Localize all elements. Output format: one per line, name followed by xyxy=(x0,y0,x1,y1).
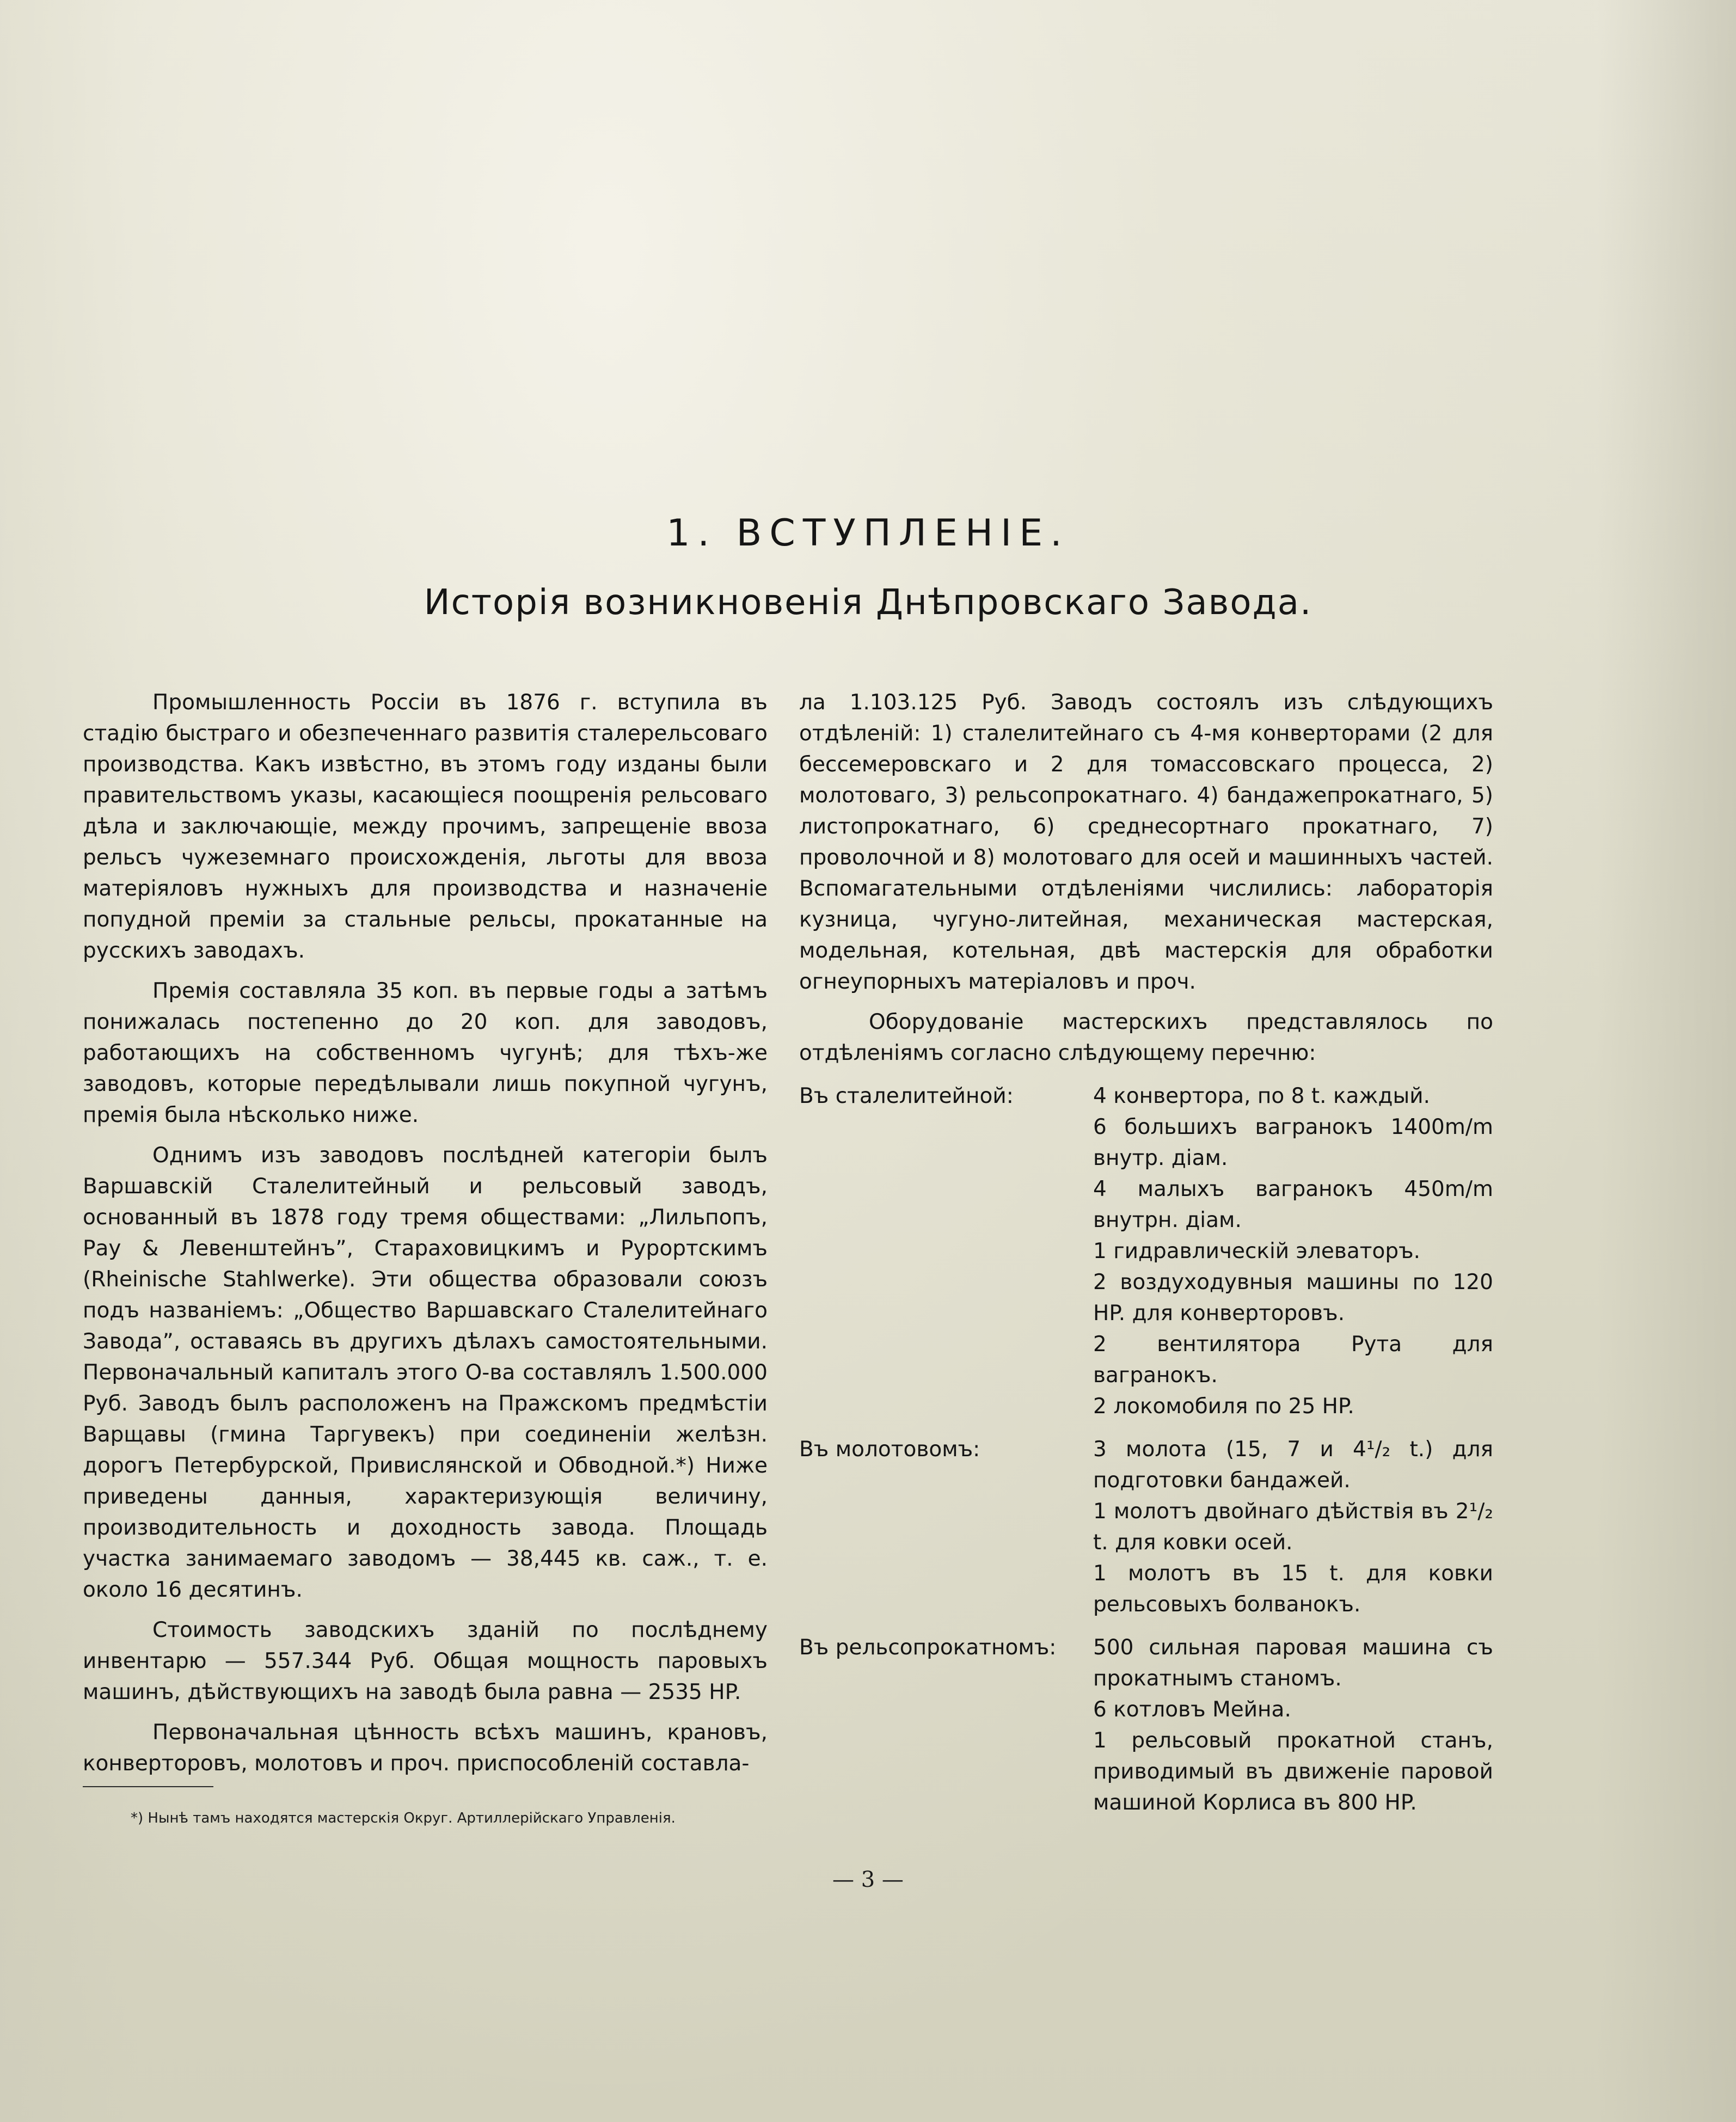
paragraph: Оборудованіе мастерскихъ представлялось по отдѣленіямъ согласно слѣдующему перечню: xyxy=(799,1010,1493,1065)
equipment-group xyxy=(799,1632,1493,1818)
equipment-item: 2 воздуходувныя машины по 120 HP. для конверторовъ. xyxy=(1093,1270,1493,1326)
equipment-items xyxy=(1093,1434,1493,1620)
paragraph: Стоимость заводскихъ зданій по послѣднему инвентарю — 557.344 Руб. Общая мощность паровыхъ машинъ, дѣйствующихъ на заводѣ была равна — 2535 HP. xyxy=(83,1618,768,1704)
equipment-items xyxy=(1093,1632,1493,1818)
equipment-item: 3 молота (15, 7 и 4¹/₂ t.) для подготовки бандажей. xyxy=(1093,1437,1493,1493)
equipment-item: 6 котловъ Мейна. xyxy=(1093,1697,1291,1722)
equipment-item: 500 сильная паровая машина съ прокатнымъ станомъ. xyxy=(1093,1635,1493,1691)
paragraph: ла 1.103.125 Руб. Заводъ состоялъ изъ слѣдующихъ отдѣленій: 1) сталелитейнаго съ 4-мя конверторами (2 для бессемеровскаго и 2 для томассовскаго процесса, 2) молотоваго, 3) рельсопрокатнаго. 4) бандажепрокатнаго, 5) листопрокатнаго, 6) среднесортнаго прокатнаго, 7) проволочной и 8) молотоваго для осей и машинныхъ частей. Вспомагательными отдѣленіями числились: лабораторія кузница, чугуно-литейная, механическая мастерская, модельная, котельная, двѣ мастерскія для обработки огнеупорныхъ матеріаловъ и проч. xyxy=(799,690,1493,994)
equipment-item: 6 большихъ вагранокъ 1400m/m внутр. діам. xyxy=(1093,1115,1493,1170)
paragraph: Промышленность Россіи въ 1876 г. вступила въ стадію быстраго и обезпеченнаго развитія сталерельсоваго производства. Какъ извѣстно, въ этомъ году изданы были правительствомъ указы, касающіеся поощренія рельсоваго дѣла и заключающіе, между прочимъ, запрещеніе ввоза рельсъ чужеземнаго происхожденія, льготы для ввоза матеріяловъ нужныхъ для производства и назначеніе попудной преміи за стальные рельсы, прокатанные на русскихъ заводахъ. xyxy=(83,690,768,963)
equipment-group xyxy=(799,1081,1493,1422)
equipment-items xyxy=(1093,1081,1493,1422)
left-column xyxy=(83,687,768,1779)
equipment-group xyxy=(799,1434,1493,1620)
paragraph: Премія составляла 35 коп. въ первые годы а затѣмъ понижалась постепенно до 20 коп. для заводовъ, работающихъ на собственномъ чугунѣ; для тѣхъ-же заводовъ, которые передѣлывали лишь покупной чугунъ, премія была нѣсколько ниже. xyxy=(83,979,768,1127)
equipment-item: 1 молотъ въ 15 t. для ковки рельсовыхъ болванокъ. xyxy=(1093,1561,1493,1617)
footnote: *) Нынѣ тамъ находятся мастерскія Округ. Артиллерійскаго Управленія. xyxy=(131,1810,676,1826)
right-column xyxy=(799,687,1493,1818)
equipment-item: 4 малыхъ вагранокъ 450m/m внутрн. діам. xyxy=(1093,1177,1493,1232)
equipment-group-label: Въ молотовомъ: xyxy=(799,1437,980,1462)
paragraph: Однимъ изъ заводовъ послѣдней категоріи былъ Варшавскій Сталелитейный и рельсовый заводъ, основанный въ 1878 году тремя обществами: „Лильпопъ, Рау & Левенштейнъ”, Стараховицкимъ и Рурортскимъ (Rheinische Stahlwerke). Эти общества образовали союзъ подъ названіемъ: „Общество Варшавскаго Сталелитейнаго Завода”, оставаясь въ другихъ дѣлахъ самостоятельными. Первоначальный капиталъ этого О-ва составлялъ 1.500.000 Руб. Заводъ былъ расположенъ на Пражскомъ предмѣстіи Варщавы (гмина Таргувекъ) при соединеніи желѣзн. дорогъ Петербурской, Привислянской и Обводной.*) Ниже приведены данныя, характеризующія величину, производительность и доходность завода. Площадь участка занимаемаго заводомъ — 38,445 кв. саж., т. е. около 16 десятинъ. xyxy=(83,1143,768,1602)
equipment-group-label: Въ сталелитейной: xyxy=(799,1084,1014,1108)
equipment-list xyxy=(799,1081,1493,1818)
section-title: Исторія возникновенія Днѣпровскаго Завода. xyxy=(424,582,1312,623)
footnote-divider xyxy=(83,1786,213,1787)
paragraph: Первоначальная цѣнность всѣхъ машинъ, крановъ, конверторовъ, молотовъ и проч. приспособленій составла- xyxy=(83,1720,768,1776)
equipment-item: 1 рельсовый прокатной станъ, приводимый въ движеніе паровой машиной Корлиса въ 800 HP. xyxy=(1093,1728,1493,1815)
equipment-item: 1 молотъ двойнаго дѣйствія въ 2¹/₂ t. для ковки осей. xyxy=(1093,1499,1493,1555)
equipment-item: 2 вентилятора Рута для вагранокъ. xyxy=(1093,1332,1493,1388)
equipment-group-label: Въ рельсопрокатномъ: xyxy=(799,1635,1057,1660)
chapter-title: 1. ВСТУПЛЕНІЕ. xyxy=(666,512,1070,555)
page-number: — 3 — xyxy=(832,1867,904,1892)
equipment-item: 1 гидравлическій элеваторъ. xyxy=(1093,1239,1421,1264)
equipment-item: 4 конвертора, по 8 t. каждый. xyxy=(1093,1084,1431,1108)
equipment-item: 2 локомобиля по 25 HP. xyxy=(1093,1394,1354,1419)
